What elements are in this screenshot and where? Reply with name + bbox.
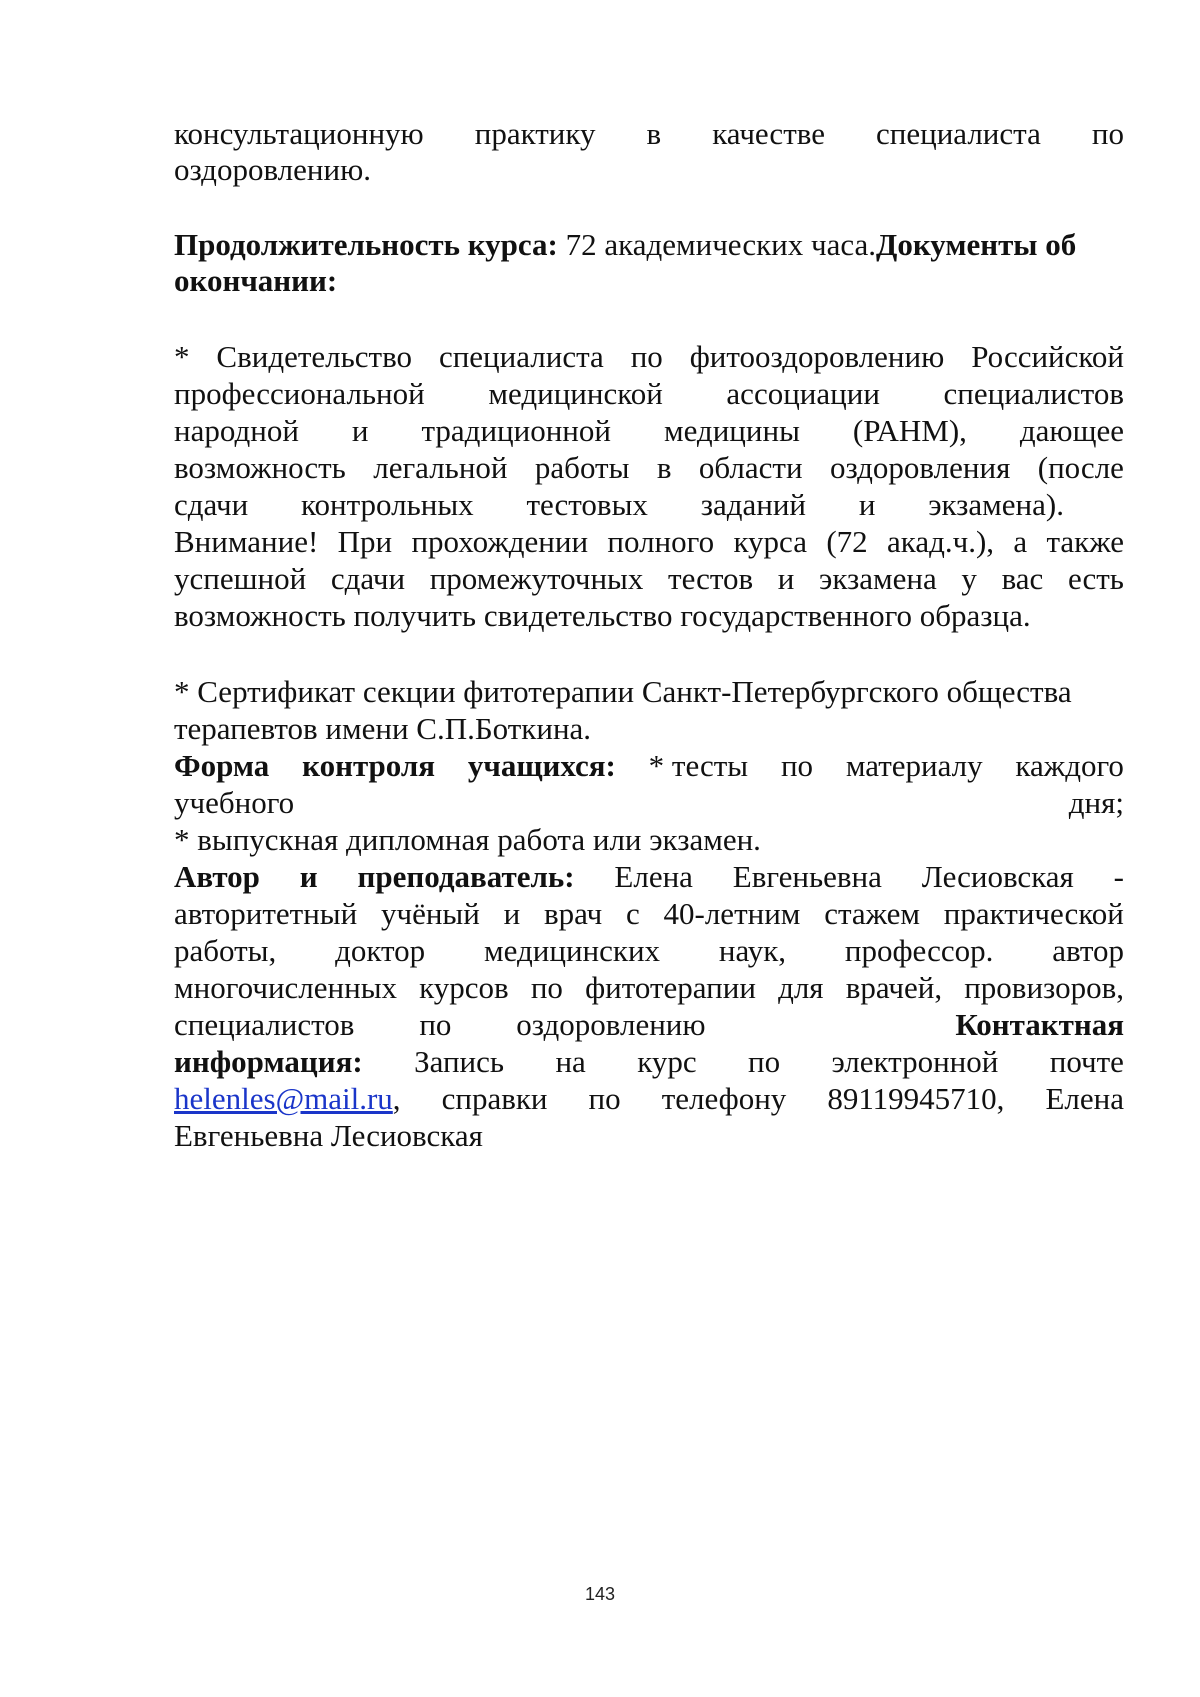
word: Форма bbox=[174, 748, 270, 783]
word: материалу bbox=[845, 748, 983, 783]
p3-line-5 bbox=[174, 487, 1064, 523]
word: наук, bbox=[718, 933, 787, 968]
word: а bbox=[1013, 524, 1028, 559]
control-form-label: учащихся: bbox=[467, 748, 616, 783]
p3-line-2 bbox=[174, 376, 1124, 412]
word: * bbox=[174, 339, 190, 374]
word: Елена bbox=[1045, 1081, 1124, 1116]
p6-line-5 bbox=[174, 1007, 1124, 1043]
word: врач bbox=[543, 896, 603, 931]
word: 40-летним bbox=[663, 896, 801, 931]
word: специалиста bbox=[438, 339, 604, 374]
word: в bbox=[656, 450, 672, 485]
word: и bbox=[351, 413, 369, 448]
word: профессиональной bbox=[174, 376, 425, 411]
author-label: преподаватель: bbox=[357, 859, 575, 894]
word: по bbox=[748, 1044, 781, 1079]
word: Автор bbox=[174, 859, 260, 894]
word: курс bbox=[637, 1044, 697, 1079]
duration-value: 72 академических часа. bbox=[557, 227, 876, 262]
word: по bbox=[588, 1081, 621, 1116]
word: многочисленных bbox=[174, 970, 398, 1005]
course-duration-line bbox=[174, 227, 1124, 263]
p3-line-8: возможность получить свидетельство государственного образца. bbox=[174, 598, 1031, 633]
word: врачей, bbox=[845, 970, 943, 1005]
word: области bbox=[698, 450, 803, 485]
p6-line-3 bbox=[174, 933, 1124, 969]
word: телефону bbox=[661, 1081, 787, 1116]
word: Внимание! bbox=[174, 524, 319, 559]
word: полного bbox=[607, 524, 715, 559]
word: учёный bbox=[380, 896, 480, 931]
word: прохождении bbox=[411, 524, 589, 559]
spacer bbox=[770, 1007, 890, 1043]
p3-line-3 bbox=[174, 413, 1124, 449]
word: Свидетельство bbox=[216, 339, 413, 374]
word: медицинской bbox=[488, 376, 663, 411]
p1-line-2: оздоровлению. bbox=[174, 152, 372, 187]
documents-label: Документы об bbox=[876, 227, 1077, 262]
contact-label-cont: информация: bbox=[174, 1044, 363, 1079]
word: Евгеньевна bbox=[732, 859, 882, 894]
word: Лесиовская bbox=[921, 859, 1074, 894]
contact-label: Контактная bbox=[955, 1007, 1124, 1042]
word: оздоровления bbox=[829, 450, 1011, 485]
p3-line-7 bbox=[174, 561, 1124, 597]
word: курсов bbox=[419, 970, 509, 1005]
p6-line-6 bbox=[174, 1044, 1124, 1080]
word: есть bbox=[1067, 561, 1124, 596]
p4-line-2: терапевтов имени С.П.Боткина. bbox=[174, 711, 592, 746]
p1-line-1 bbox=[174, 116, 1124, 152]
word: (72 bbox=[826, 524, 868, 559]
word: медицины bbox=[663, 413, 800, 448]
word: доктор bbox=[335, 933, 426, 968]
word: профессор. bbox=[844, 933, 994, 968]
word: и bbox=[299, 859, 318, 894]
word: сдачи bbox=[174, 487, 249, 522]
word: При bbox=[337, 524, 393, 559]
word: дня; bbox=[1068, 785, 1124, 820]
duration-group bbox=[174, 227, 1076, 263]
word: фитооздоровлению bbox=[689, 339, 945, 374]
word: и bbox=[503, 896, 521, 931]
word: по bbox=[530, 970, 563, 1005]
word: - bbox=[1113, 859, 1124, 894]
word: народной bbox=[174, 413, 299, 448]
word: учебного bbox=[174, 785, 295, 820]
word: контрольных bbox=[301, 487, 474, 522]
word: (после bbox=[1037, 450, 1124, 485]
word: практику bbox=[474, 116, 596, 151]
word: , bbox=[392, 1081, 401, 1116]
word: электронной bbox=[831, 1044, 999, 1079]
word: Запись bbox=[414, 1044, 505, 1079]
page-number: 143 bbox=[584, 1584, 616, 1604]
p6-line-7 bbox=[174, 1081, 1124, 1117]
word: экзамена bbox=[819, 561, 937, 596]
p3-line-1 bbox=[174, 339, 1124, 375]
word: экзамена). bbox=[928, 487, 1064, 522]
word: успешной bbox=[174, 561, 307, 596]
control-form-line bbox=[174, 748, 1124, 784]
word: фитотерапии bbox=[585, 970, 756, 1005]
word: традиционной bbox=[421, 413, 611, 448]
word: Российской bbox=[971, 339, 1124, 374]
word: курса bbox=[733, 524, 807, 559]
word: специалистов bbox=[943, 376, 1124, 411]
word: специалиста bbox=[876, 116, 1041, 151]
duration-label: Продолжительность курса: bbox=[174, 227, 558, 262]
word: тестовых bbox=[526, 487, 648, 522]
word: практической bbox=[943, 896, 1124, 931]
word: оздоровлению bbox=[516, 1007, 706, 1042]
word: и bbox=[777, 561, 795, 596]
word: и bbox=[858, 487, 876, 522]
p3-line-6 bbox=[174, 524, 1124, 560]
word: Елена bbox=[614, 859, 693, 894]
word: по bbox=[1091, 116, 1124, 151]
p4-line-1: * Сертификат секции фитотерапии Санкт-Петербургского общества bbox=[174, 674, 1072, 709]
word: контроля bbox=[302, 748, 436, 783]
p6-line-2 bbox=[174, 896, 1124, 932]
word: сдачи bbox=[330, 561, 406, 596]
word: тестов bbox=[668, 561, 754, 596]
word: провизоров, bbox=[964, 970, 1124, 1005]
word: работы bbox=[534, 450, 630, 485]
word: автор bbox=[1052, 933, 1124, 968]
word: по bbox=[780, 748, 814, 783]
phone-number: 89119945710, bbox=[827, 1081, 1005, 1116]
word: у bbox=[961, 561, 977, 596]
documents-label-cont: окончании: bbox=[174, 263, 338, 298]
word: возможность bbox=[174, 450, 346, 485]
author-line bbox=[174, 859, 1124, 895]
word: работы, bbox=[174, 933, 277, 968]
word: качестве bbox=[712, 116, 825, 151]
word: медицинских bbox=[484, 933, 661, 968]
word: в bbox=[646, 116, 662, 151]
word: с bbox=[625, 896, 640, 931]
word: по bbox=[419, 1007, 452, 1042]
word: авторитетный bbox=[174, 896, 358, 931]
word: заданий bbox=[700, 487, 807, 522]
word: дающее bbox=[1019, 413, 1124, 448]
p6-line-8: Евгеньевна Лесиовская bbox=[174, 1118, 483, 1153]
word: промежуточных bbox=[429, 561, 644, 596]
word: консультационную bbox=[174, 116, 424, 151]
word: также bbox=[1046, 524, 1124, 559]
word: для bbox=[778, 970, 824, 1005]
word: справки bbox=[441, 1081, 548, 1116]
word: * тесты bbox=[648, 748, 749, 783]
word: стажем bbox=[824, 896, 921, 931]
word: легальной bbox=[373, 450, 508, 485]
word: акад.ч.), bbox=[886, 524, 995, 559]
p6-line-4 bbox=[174, 970, 1124, 1006]
word: специалистов bbox=[174, 1007, 355, 1042]
word: на bbox=[555, 1044, 586, 1079]
p3-line-4 bbox=[174, 450, 1124, 486]
word: по bbox=[630, 339, 663, 374]
word: почте bbox=[1049, 1044, 1124, 1079]
p5-line-3: * выпускная дипломная работа или экзамен. bbox=[174, 822, 761, 857]
word: каждого bbox=[1015, 748, 1124, 783]
email-link[interactable]: helenles@mail.ru bbox=[174, 1081, 393, 1116]
word: вас bbox=[1001, 561, 1044, 596]
word: ассоциации bbox=[726, 376, 880, 411]
p5-line-2 bbox=[174, 785, 1124, 821]
email-group bbox=[174, 1081, 401, 1117]
word: (РАНМ), bbox=[852, 413, 967, 448]
